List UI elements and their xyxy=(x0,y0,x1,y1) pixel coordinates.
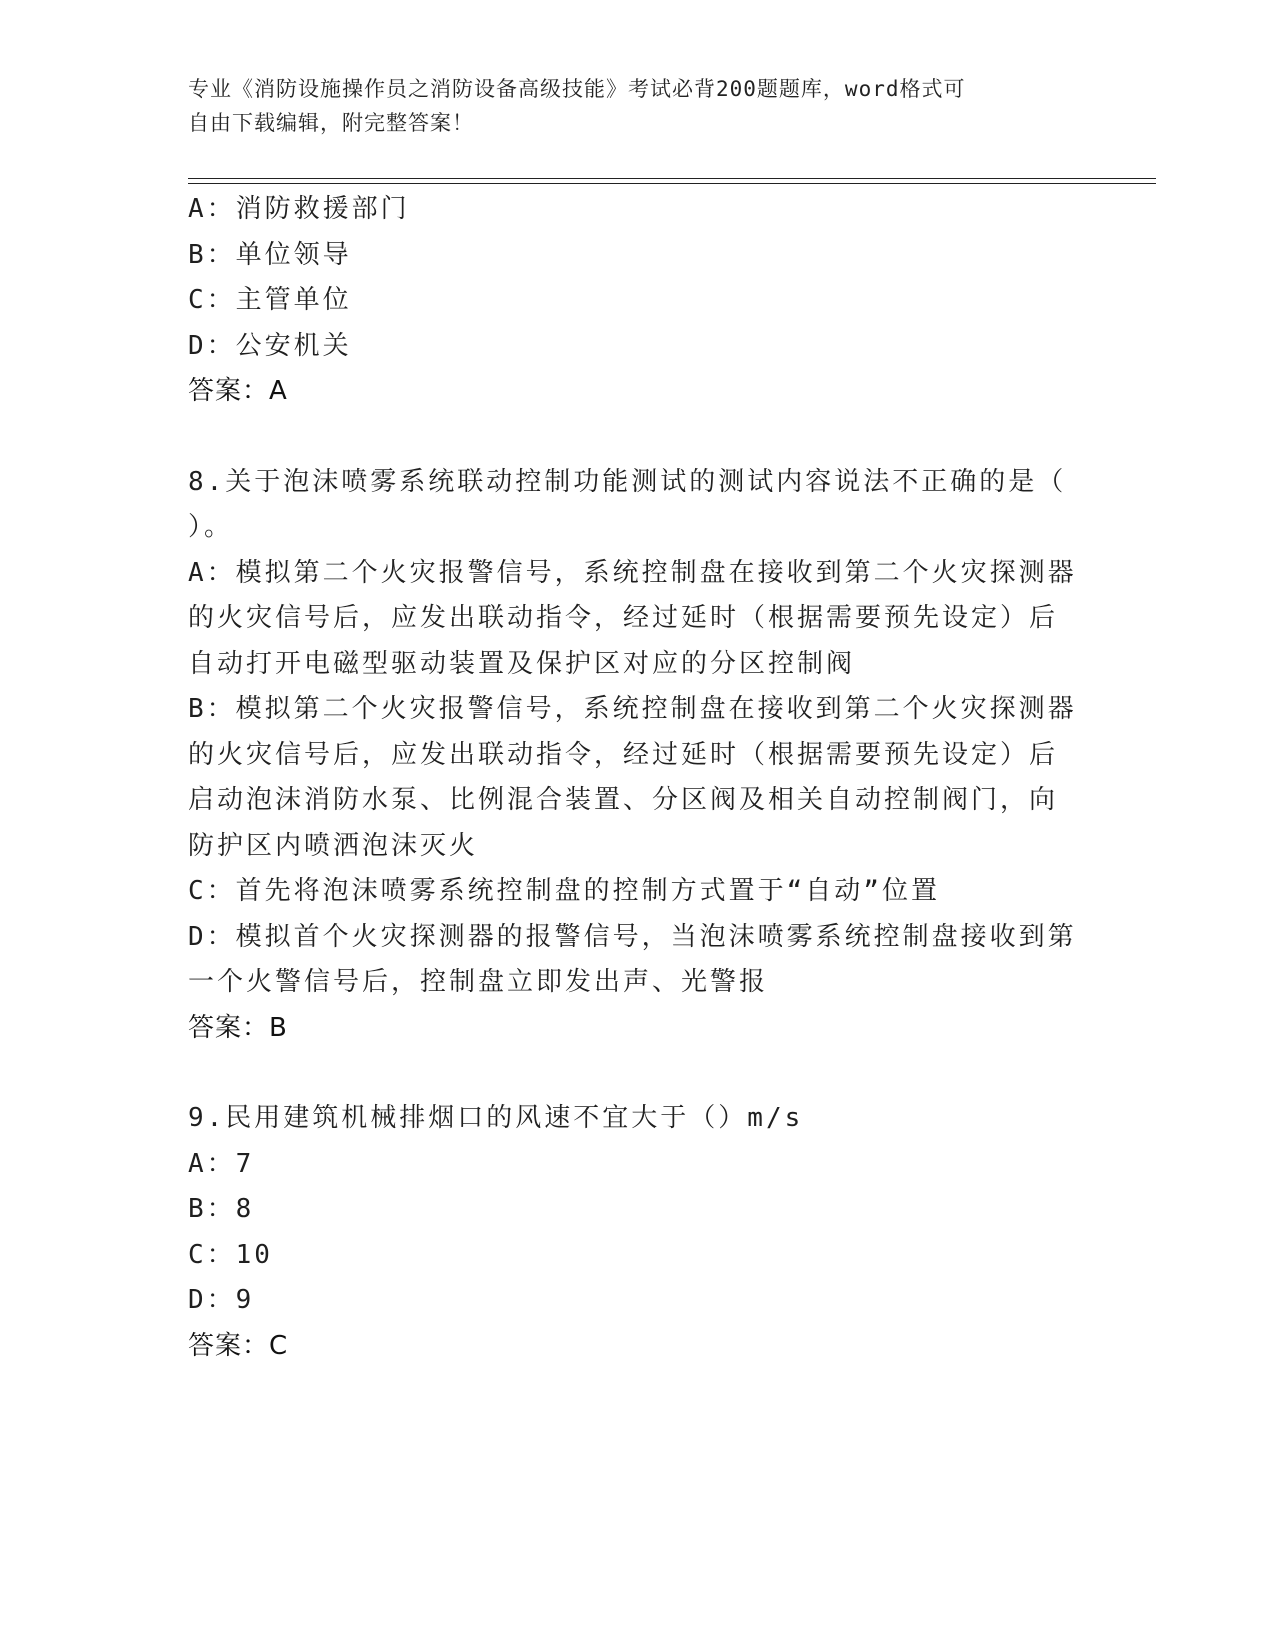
q8-option-line: B：模拟第二个火灾报警信号，系统控制盘在接收到第二个火灾探测器 xyxy=(188,694,1077,724)
q7-option-a: A：消防救援部门 xyxy=(188,194,410,224)
header-line-2: 自由下载编辑，附完整答案！ xyxy=(188,111,474,135)
q9-option-d: D：9 xyxy=(188,1285,255,1315)
q8-stem-line-2: ）。 xyxy=(188,512,234,542)
q7-answer: 答案：A xyxy=(188,376,288,406)
q9-option-c: C：10 xyxy=(188,1239,273,1270)
question-8 xyxy=(188,460,1088,1052)
q8-answer: 答案：B xyxy=(188,1012,288,1043)
q8-option-line: 启动泡沫消防水泵、比例混合装置、分区阀及相关自动控制阀门，向 xyxy=(188,785,1059,815)
header-divider-bottom xyxy=(188,183,1156,184)
question-7 xyxy=(188,187,1088,415)
q7-option-c: C：主管单位 xyxy=(188,285,352,315)
spacer xyxy=(188,1051,1088,1096)
q8-option-line: 一个火警信号后，控制盘立即发出声、光警报 xyxy=(188,967,769,997)
spacer xyxy=(188,415,1088,460)
header-line-1: 专业《消防设施操作员之消防设备高级技能》考试必背200题题库，word格式可 xyxy=(188,77,966,101)
question-content xyxy=(188,187,1088,1369)
q8-option-line: A：模拟第二个火灾报警信号，系统控制盘在接收到第二个火灾探测器 xyxy=(188,557,1077,588)
q8-option-line: 防护区内喷洒泡沫灭火 xyxy=(188,830,479,861)
q8-option-line: C：首先将泡沫喷雾系统控制盘的控制方式置于“自动”位置 xyxy=(188,876,940,906)
question-9 xyxy=(188,1096,1088,1369)
q8-option-line: 自动打开电磁型驱动装置及保护区对应的分区控制阀 xyxy=(188,648,856,679)
header-divider-top xyxy=(188,178,1156,179)
q9-stem: 9.民用建筑机械排烟口的风速不宜大于（）m/s xyxy=(188,1103,804,1133)
q9-answer: 答案：C xyxy=(188,1330,289,1361)
q7-option-d: D：公安机关 xyxy=(188,330,352,361)
q8-option-line: 的火灾信号后，应发出联动指令，经过延时（根据需要预先设定）后 xyxy=(188,739,1059,770)
q8-stem-line-1: 8.关于泡沫喷雾系统联动控制功能测试的测试内容说法不正确的是（ xyxy=(188,466,1067,497)
document-header xyxy=(188,72,1068,140)
q8-option-line: 的火灾信号后，应发出联动指令，经过延时（根据需要预先设定）后 xyxy=(188,603,1059,633)
q7-option-b: B：单位领导 xyxy=(188,239,352,270)
q9-option-b: B：8 xyxy=(188,1194,255,1224)
q9-option-a: A：7 xyxy=(188,1148,255,1179)
q8-option-line: D：模拟首个火灾探测器的报警信号，当泡沫喷雾系统控制盘接收到第 xyxy=(188,921,1077,952)
